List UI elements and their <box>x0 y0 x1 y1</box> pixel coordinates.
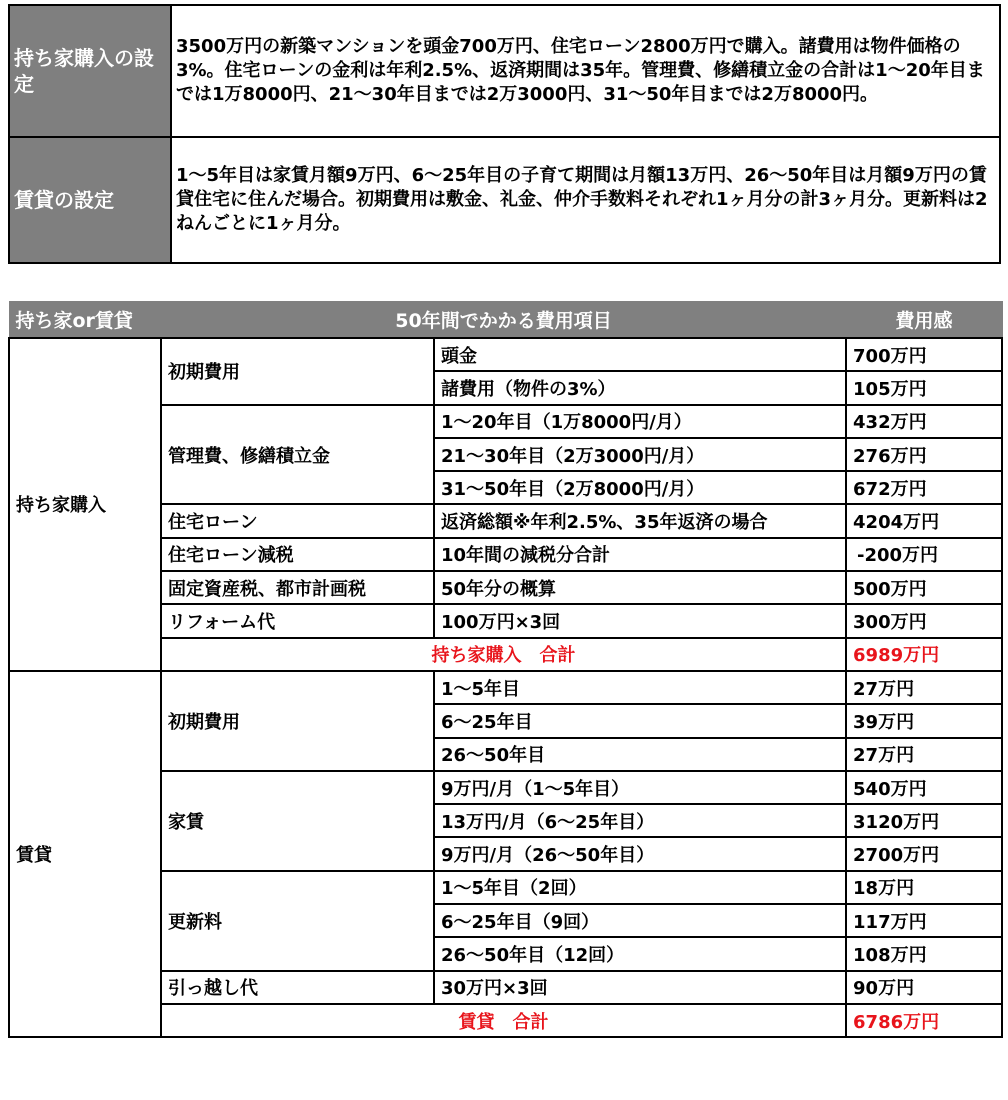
item-cell: 9万円/月（1～5年目） <box>434 771 846 804</box>
item-cell: 31～50年目（2万8000円/月） <box>434 471 846 504</box>
cost-cell: 700万円 <box>846 338 1002 371</box>
settings-row-rent <box>9 137 1000 263</box>
total-cost-own: 6989万円 <box>846 638 1002 671</box>
group-own-initial: 初期費用 <box>161 338 434 405</box>
cost-cell: -200万円 <box>846 538 1002 571</box>
settings-label-rent: 賃貸の設定 <box>9 137 171 263</box>
item-cell: 26～50年目 <box>434 738 846 771</box>
cost-cell: 39万円 <box>846 704 1002 737</box>
cost-cell: 540万円 <box>846 771 1002 804</box>
cost-table <box>8 301 1003 1038</box>
cost-cell: 4204万円 <box>846 504 1002 537</box>
table-row <box>9 338 1002 371</box>
item-cell: 頭金 <box>434 338 846 371</box>
cost-cell: 300万円 <box>846 604 1002 637</box>
item-cell: 10年間の減税分合計 <box>434 538 846 571</box>
table-header <box>9 301 1002 338</box>
group-rent-moving: 引っ越し代 <box>161 971 434 1004</box>
cost-cell: 432万円 <box>846 405 1002 438</box>
group-rent-rent: 家賃 <box>161 771 434 871</box>
group-own-tax-cut: 住宅ローン減税 <box>161 538 434 571</box>
cost-cell: 500万円 <box>846 571 1002 604</box>
group-own-property-tax: 固定資産税、都市計画税 <box>161 571 434 604</box>
settings-text-rent: 1～5年目は家賃月額9万円、6～25年目の子育て期間は月額13万円、26～50年目は月額9万円の賃貸住宅に住んだ場合。初期費用は敷金、礼金、仲介手数料それぞれ1ヶ月分の計3ヶ月分。更新料は2ねんごとに1ヶ月分。 <box>171 137 1000 263</box>
item-cell: 6～25年目 <box>434 704 846 737</box>
settings-table <box>8 4 1001 264</box>
cost-cell: 672万円 <box>846 471 1002 504</box>
cost-cell: 90万円 <box>846 971 1002 1004</box>
cost-cell: 105万円 <box>846 371 1002 404</box>
item-cell: 21～30年目（2万3000円/月） <box>434 438 846 471</box>
cost-cell: 18万円 <box>846 871 1002 904</box>
item-cell: 返済総額※年利2.5%、35年返済の場合 <box>434 504 846 537</box>
item-cell: 26～50年目（12回） <box>434 937 846 970</box>
item-cell: 諸費用（物件の3%） <box>434 371 846 404</box>
item-cell: 1～20年目（1万8000円/月） <box>434 405 846 438</box>
item-cell: 30万円×3回 <box>434 971 846 1004</box>
group-rent-renewal: 更新料 <box>161 871 434 971</box>
cost-cell: 117万円 <box>846 904 1002 937</box>
total-cost-rent: 6786万円 <box>846 1004 1002 1037</box>
settings-row-own <box>9 5 1000 137</box>
item-cell: 1～5年目 <box>434 671 846 704</box>
settings-text-own: 3500万円の新築マンションを頭金700万円、住宅ローン2800万円で購入。諸費用は物件価格の3%。住宅ローンの金利は年利2.5%、返済期間は35年。管理費、修繕積立金の合計は1～20年目までは1万8000円、21～30年目までは2万3000円、31～50年目までは2万8000円。 <box>171 5 1000 137</box>
item-cell: 13万円/月（6～25年目） <box>434 804 846 837</box>
group-own-maintenance: 管理費、修繕積立金 <box>161 405 434 505</box>
settings-label-own: 持ち家購入の設定 <box>9 5 171 137</box>
cost-cell: 3120万円 <box>846 804 1002 837</box>
cost-cell: 276万円 <box>846 438 1002 471</box>
header-cost: 費用感 <box>846 301 1002 338</box>
cost-cell: 108万円 <box>846 937 1002 970</box>
group-own-loan: 住宅ローン <box>161 504 434 537</box>
category-own: 持ち家購入 <box>9 338 161 671</box>
cost-cell: 27万円 <box>846 738 1002 771</box>
header-items: 50年間でかかる費用項目 <box>161 301 846 338</box>
item-cell: 9万円/月（26～50年目） <box>434 837 846 870</box>
total-label-rent: 賃貸 合計 <box>161 1004 846 1037</box>
header-category: 持ち家or賃貸 <box>9 301 161 338</box>
item-cell: 100万円×3回 <box>434 604 846 637</box>
item-cell: 6～25年目（9回） <box>434 904 846 937</box>
item-cell: 1～5年目（2回） <box>434 871 846 904</box>
group-own-reform: リフォーム代 <box>161 604 434 637</box>
table-row <box>9 671 1002 704</box>
group-rent-initial: 初期費用 <box>161 671 434 771</box>
cost-cell: 27万円 <box>846 671 1002 704</box>
category-rent: 賃貸 <box>9 671 161 1037</box>
cost-cell: 2700万円 <box>846 837 1002 870</box>
total-label-own: 持ち家購入 合計 <box>161 638 846 671</box>
item-cell: 50年分の概算 <box>434 571 846 604</box>
